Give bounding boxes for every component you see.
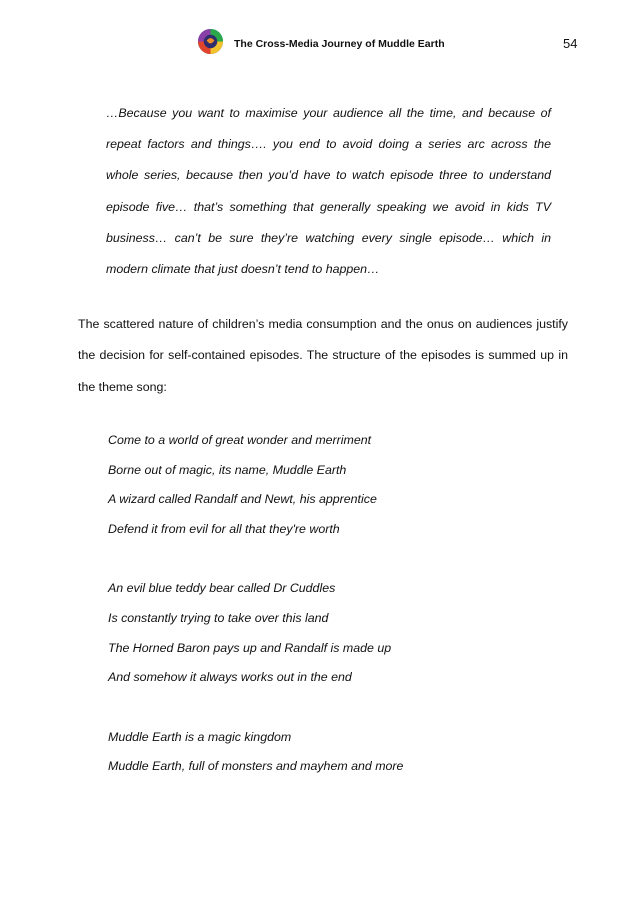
quote-line: modern climate that just doesn’t tend to happen… xyxy=(106,262,380,277)
song-stanza xyxy=(108,426,403,544)
song-line: Is constantly trying to take over this land xyxy=(108,610,329,625)
quote-line: whole series, because then you’d have to watch episode three to understand xyxy=(106,168,551,183)
song-line: Come to a world of great wonder and merriment xyxy=(108,433,372,447)
page-header xyxy=(0,28,638,58)
paragraph-line: The scattered nature of children’s media consumption and the onus on audiences justify xyxy=(78,317,568,331)
quote-line: episode five… that’s something that generally speaking we avoid in kids TV xyxy=(106,199,551,214)
page-number: 54 xyxy=(563,36,578,51)
song-line: Borne out of magic, its name, Muddle Earth xyxy=(108,462,347,477)
song-line: Muddle Earth, full of monsters and mayhem and more xyxy=(108,759,404,774)
song-line: Muddle Earth is a magic kingdom xyxy=(108,729,292,744)
quote-line: business… can’t be sure they’re watching every single episode… which in xyxy=(106,230,551,245)
theme-song xyxy=(108,426,403,812)
running-title: The Cross-Media Journey of Muddle Earth xyxy=(234,38,445,50)
paragraph-line: the theme song: xyxy=(78,379,167,394)
circular-logo-icon xyxy=(197,28,224,55)
song-stanza xyxy=(108,574,403,692)
body-paragraph xyxy=(78,309,568,403)
song-line: Defend it from evil for all that they're worth xyxy=(108,521,340,536)
block-quote xyxy=(106,98,551,285)
quote-line: …Because you want to maximise your audience all the time, and because of xyxy=(106,106,551,120)
song-line: The Horned Baron pays up and Randalf is made up xyxy=(108,640,392,655)
quote-line: repeat factors and things…. you end to avoid doing a series arc across the xyxy=(106,137,551,152)
paragraph-line: the decision for self-contained episodes. The structure of the episodes is summed up in xyxy=(78,348,568,363)
song-line: A wizard called Randalf and Newt, his apprentice xyxy=(108,492,377,507)
song-stanza xyxy=(108,723,403,782)
song-line: An evil blue teddy bear called Dr Cuddles xyxy=(108,581,336,596)
song-line: And somehow it always works out in the end xyxy=(108,670,352,685)
